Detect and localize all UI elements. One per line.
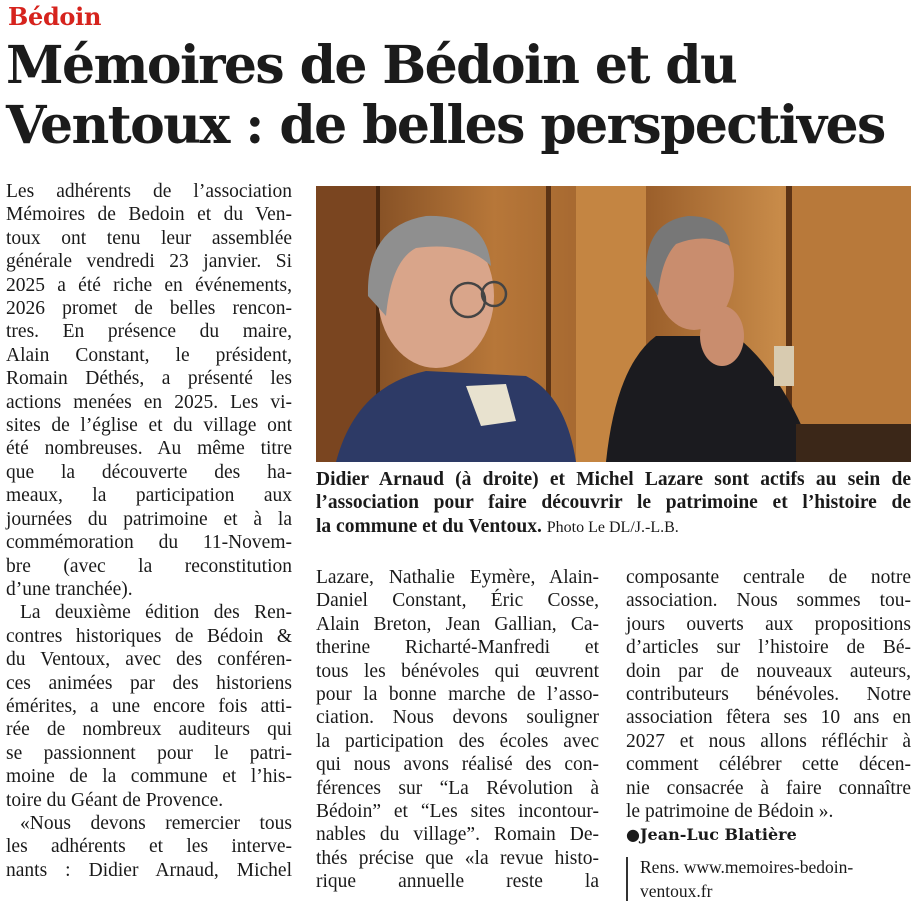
text-line: d’une tranchée). <box>6 578 133 600</box>
headline-line-2: Ventoux : de belles perspectives <box>6 95 885 156</box>
article-column-1 <box>6 180 292 882</box>
section-rubric: Bédoin <box>8 2 102 31</box>
man-right-hand <box>700 306 744 366</box>
text-line: nie consacrée à faire connaître <box>626 777 911 799</box>
caption-line: Didier Arnaud (à droite) et Michel Lazare sont actifs au sein de <box>316 469 911 490</box>
text-line: association. Nous sommes tou- <box>626 590 911 612</box>
text-line: générale vendredi 23 janvier. Si <box>6 251 292 273</box>
text-line: 2025 a été riche en événements, <box>6 274 292 296</box>
text-line: contres historiques de Bédoin & <box>6 625 292 647</box>
photo-illustration <box>316 186 911 462</box>
photo-caption <box>316 468 911 539</box>
text-line: férences sur “La Révolution à <box>316 777 599 799</box>
text-line: ciation. Nous devons souligner <box>316 707 599 729</box>
text-line: Daniel Constant, Éric Cosse, <box>316 590 599 612</box>
text-line: toire du Géant de Provence. <box>6 789 224 811</box>
text-line: tres. En présence du maire, <box>6 321 292 343</box>
text-line: sites de l’église et du village ont <box>6 415 292 437</box>
photo-credit: Photo Le DL/J.-L.B. <box>546 518 679 536</box>
text-line: Mémoires de Bedoin et du Ven- <box>6 204 292 226</box>
text-line: La deuxième édition des Ren- <box>20 602 292 624</box>
wood-panel <box>792 186 911 462</box>
text-line: Alain Breton, Jean Gallian, Ca- <box>316 613 599 635</box>
text-line: «Nous devons remercier tous <box>20 812 292 834</box>
text-line: rique annuelle reste la <box>316 871 599 893</box>
text-line: contributeurs bénévoles. Notre <box>626 684 911 706</box>
text-line: émérites, a une encore fois atti- <box>6 695 292 717</box>
author-name: Jean-Luc Blatière <box>639 825 797 845</box>
article-photo <box>316 186 911 462</box>
text-line: journées du patrimoine et à la <box>6 508 292 530</box>
text-line: tous les bénévoles qui œuvrent <box>316 660 599 682</box>
rens-link[interactable]: ventoux.fr <box>640 881 713 901</box>
text-line: commémoration du 11-Novem- <box>6 532 292 554</box>
text-line: Lazare, Nathalie Eymère, Alain- <box>316 567 599 588</box>
text-line: d’articles sur l’histoire de Bé- <box>626 637 911 659</box>
text-line: composante centrale de notre <box>626 567 911 588</box>
text-line: moine de la commune et l’his- <box>6 766 292 788</box>
text-line: pour la bonne marche de l’asso- <box>316 684 599 706</box>
table-edge <box>796 424 911 462</box>
text-line: therine Richarté-Manfredi et <box>316 637 599 659</box>
article-headline <box>6 36 911 156</box>
text-line: 2027 et nous allons réfléchir à <box>626 730 911 752</box>
text-line: le patrimoine de Bédoin ». <box>626 801 834 823</box>
text-line: comment célébrer cette décen- <box>626 754 911 776</box>
text-line: toux ont tenu leur assemblée <box>6 227 292 249</box>
text-line: du Ventoux, avec des conféren- <box>6 649 292 671</box>
text-line: nables du village”. Romain De- <box>316 824 599 846</box>
headline-line-1: Mémoires de Bédoin et du <box>6 35 737 96</box>
text-line: Bédoin” et “Les sites incontour- <box>316 801 599 823</box>
rens-line: Rens. www.memoires-bedoin- <box>640 857 854 877</box>
text-line: rée de nombreux auditeurs qui <box>6 719 292 741</box>
text-line: thés précise que «la revue histo- <box>316 847 599 869</box>
text-line: jours ouverts aux propositions <box>626 613 911 635</box>
text-line: 2026 promet de belles rencon- <box>6 298 292 320</box>
text-line: se passionnent pour le patri- <box>6 742 292 764</box>
rens-divider <box>626 857 628 901</box>
rens-info <box>640 855 853 903</box>
caption-line <box>316 515 911 539</box>
caption-line: l’association pour faire découvrir le patrimoine et l’histoire de <box>316 492 911 514</box>
article-column-3 <box>626 566 911 847</box>
paper-on-table <box>774 346 794 386</box>
text-line: les adhérents et les interve- <box>6 836 292 858</box>
text-line: bre (avec la reconstitution <box>6 555 292 577</box>
caption-line-text: la commune et du Ventoux. <box>316 515 542 537</box>
text-line: actions menées en 2025. Les vi- <box>6 391 292 413</box>
text-line: nants : Didier Arnaud, Michel <box>6 859 292 881</box>
article-column-2 <box>316 566 599 894</box>
text-line: la participation des écoles avec <box>316 730 599 752</box>
text-line: association fêtera ses 10 ans en <box>626 707 911 729</box>
text-line: Alain Constant, le président, <box>6 344 292 366</box>
text-line: Les adhérents de l’association <box>6 181 292 202</box>
text-line: que la découverte des ha- <box>6 461 292 483</box>
text-line: ces animées par des historiens <box>6 672 292 694</box>
text-line: qui nous avons réalisé des con- <box>316 754 599 776</box>
text-line: été nombreuses. Au même titre <box>6 438 292 460</box>
author-byline <box>626 823 911 846</box>
text-line: Romain Déthés, a présenté les <box>6 368 292 390</box>
text-line: meaux, la participation aux <box>6 485 292 507</box>
bullet-icon: ● <box>626 825 640 845</box>
text-line: doin par de nouveaux auteurs, <box>626 660 911 682</box>
